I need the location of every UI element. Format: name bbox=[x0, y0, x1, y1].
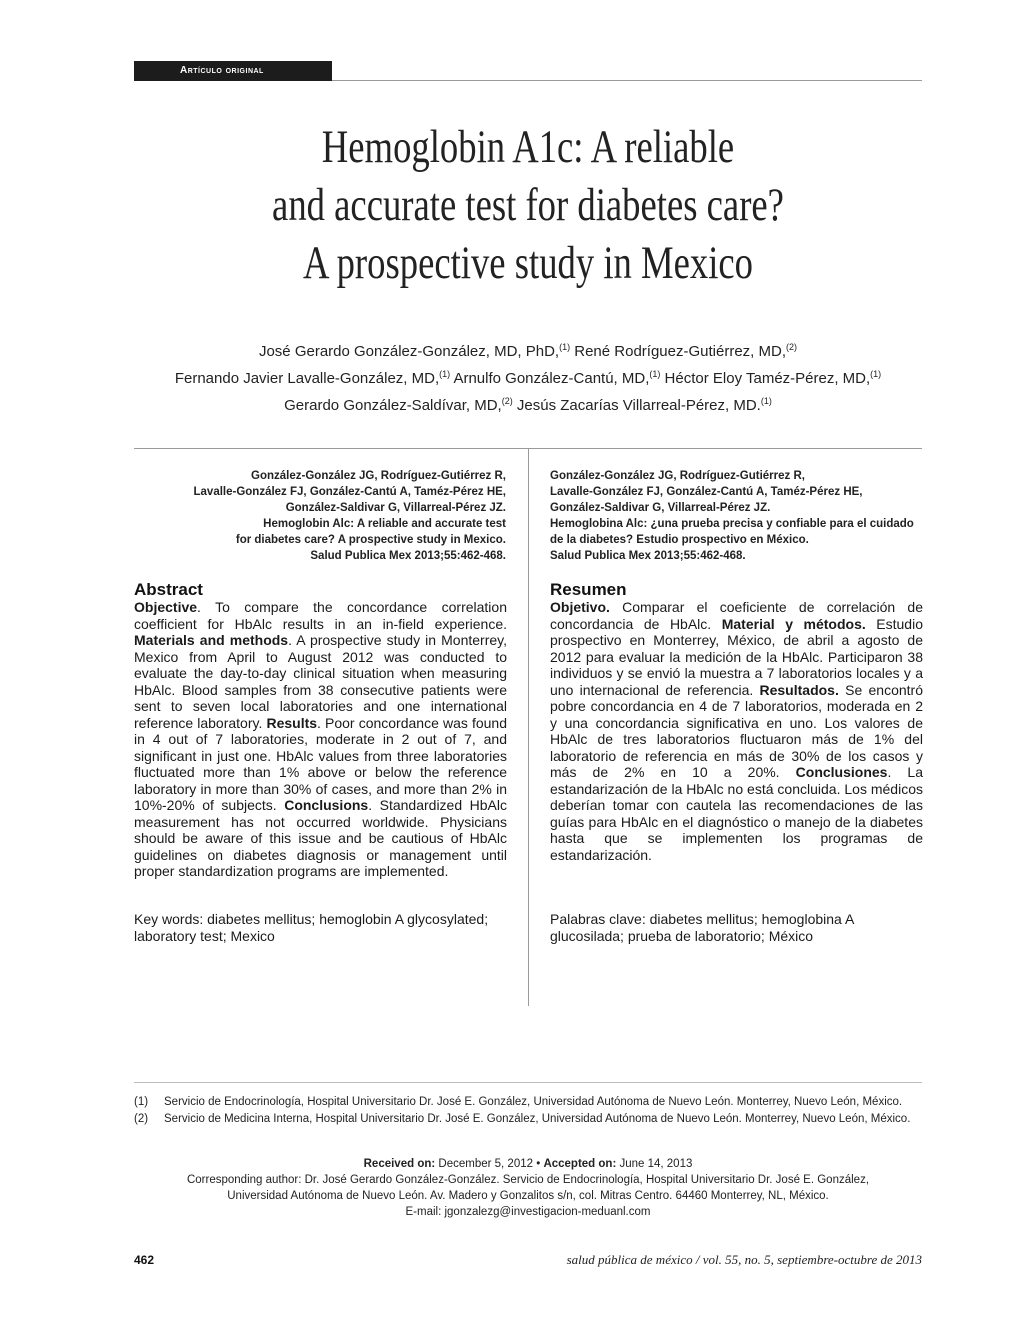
methods-label: Materials and methods bbox=[134, 632, 289, 648]
author-name: René Rodríguez-Gutiérrez, MD, bbox=[570, 343, 787, 360]
affiliation-item bbox=[134, 1111, 922, 1128]
citation-line: González-González JG, Rodríguez-Gutiérrez R, bbox=[550, 470, 805, 482]
abstract-body bbox=[134, 599, 507, 880]
author-list bbox=[134, 336, 922, 417]
methods-text: Estudio prospectivo en Monterrey, México, de abril a agosto de 2012 para evaluar la medición de la HbAlc. Participaron 38 individuos y se envió la muestra a 7 laboratorios locales y a uno internacional de referencia. bbox=[550, 615, 923, 698]
citation-line: González-Saldivar G, Villarreal-Pérez JZ. bbox=[550, 502, 771, 514]
article-title bbox=[221, 118, 836, 292]
citation-line: Lavalle-González FJ, González-Cantú A, Taméz-Pérez HE, bbox=[550, 486, 863, 498]
title-line: Hemoglobin A1c: A reliable bbox=[321, 121, 735, 173]
resumen-heading: Resumen bbox=[550, 580, 627, 599]
received-line bbox=[134, 1156, 922, 1172]
results-text: . Poor concordance was found in 4 out of 7 laboratories, moderate in 2 out of 7, and significant in just one. HbAlc values from three laboratories fluctuated more than 1% above or below the reference laboratory in more than 30% of cases, and more than 2% in 10%-20% of subjects. bbox=[134, 714, 507, 813]
affiliation-mark: (2) bbox=[501, 396, 513, 406]
results-text: Se encontró pobre concordancia en 4 de 7 laboratorios, moderada en 2 y una concordancia significativa en uno. Los valores de HbAlc de tres laboratorios fluctuaron más de 1% del laboratorio de referencia en más de 30% de los casos y más de 2% en 10 a 20%. bbox=[550, 681, 923, 780]
author-line bbox=[134, 363, 922, 390]
column-divider bbox=[528, 448, 529, 1006]
journal-reference: salud pública de méxico / vol. 55, no. 5, septiembre-octubre de 2013 bbox=[566, 1252, 922, 1267]
methods-text: . A prospective study in Monterrey, Mexico from April to August 2012 was conducted to evaluate the day-to-day clinical situation when measuring HbAlc. Blood samples from 38 consecutive patients were sent to seven local laboratories and one international reference laboratory. bbox=[134, 632, 508, 731]
citation-line: González-Saldivar G, Villarreal-Pérez JZ. bbox=[285, 502, 506, 514]
author-line bbox=[134, 390, 922, 417]
top-rule bbox=[332, 80, 922, 81]
citation-line: Lavalle-González FJ, González-Cantú A, Taméz-Pérez HE, bbox=[193, 486, 506, 498]
author-name: Héctor Eloy Taméz-Pérez, MD, bbox=[660, 370, 871, 387]
affiliation-mark: (1) bbox=[870, 369, 882, 379]
affiliation-text: Servicio de Endocrinología, Hospital Universitario Dr. José E. González, Universidad Autónoma de Nuevo León. Monterrey, Nuevo León, México. bbox=[164, 1096, 903, 1108]
accepted-date: June 14, 2013 bbox=[616, 1158, 693, 1170]
citation-spanish bbox=[550, 468, 922, 564]
author-name: Gerardo González-Saldívar, MD, bbox=[284, 397, 502, 414]
keywords-english: Key words: diabetes mellitus; hemoglobin A glycosylated; laboratory test; Mexico bbox=[134, 911, 489, 944]
conclusions-label: Conclusions bbox=[284, 797, 369, 813]
affiliation-mark: (1) bbox=[760, 396, 772, 406]
objective-label: Objetivo. bbox=[550, 599, 610, 615]
affiliation-text: Servicio de Medicina Interna, Hospital Universitario Dr. José E. González, Universidad Autónoma de Nuevo León. Monterrey, Nuevo León, México. bbox=[164, 1113, 911, 1125]
citation-line: de la diabetes? Estudio prospectivo en México. bbox=[550, 534, 809, 546]
objective-text: . To compare the concordance correlation coefficient for HbAlc results in an in-field experience. bbox=[134, 599, 507, 632]
affiliation-number: (1) bbox=[134, 1096, 149, 1108]
affiliation-rule bbox=[134, 1082, 922, 1083]
citation-line: Salud Publica Mex 2013;55:462-468. bbox=[310, 550, 506, 562]
affiliation-item bbox=[134, 1094, 922, 1111]
citation-line: for diabetes care? A prospective study in Mexico. bbox=[235, 534, 506, 546]
author-name: Jesús Zacarías Villarreal-Pérez, MD. bbox=[512, 397, 761, 414]
conclusions-text: . La estandarización de la HbAlc no está concluida. Los médicos deberían tomar con cautela las recomendaciones de las guías para HbAlc en el diagnóstico o manejo de la diabetes hasta que se implementen los programas de estandarización. bbox=[550, 764, 923, 863]
affiliation-mark: (1) bbox=[559, 342, 571, 352]
citation-line: Salud Publica Mex 2013;55:462-468. bbox=[550, 550, 746, 562]
title-line: A prospective study in Mexico bbox=[302, 237, 754, 289]
section-label: Artículo original bbox=[134, 61, 332, 81]
citation-line: González-González JG, Rodríguez-Gutiérrez R, bbox=[251, 470, 506, 482]
affiliation-mark: (1) bbox=[439, 369, 451, 379]
affiliation-mark: (1) bbox=[649, 369, 661, 379]
citation-line: Hemoglobin Alc: A reliable and accurate test bbox=[263, 518, 506, 530]
author-name: José Gerardo González-González, MD, PhD, bbox=[258, 343, 560, 360]
conclusions-text: . Standardized HbAlc measurement has not occurred worldwide. Physicians should be aware of this issue and be cautious of HbAlc guidelines on diabetes diagnosis or management until proper standardization programs are implemented. bbox=[134, 797, 507, 879]
affiliation-number: (2) bbox=[134, 1113, 149, 1125]
corresponding-author: Corresponding author: Dr. José Gerardo González-González. Servicio de Endocrinología, Hospital Universitario Dr. José E. González, bbox=[186, 1174, 870, 1186]
received-date: December 5, 2012 • bbox=[435, 1158, 544, 1170]
corresponding-address: Universidad Autónoma de Nuevo León. Av. Madero y Gonzalitos s/n, col. Mitras Centro. 64460 Monterrey, NL, México. bbox=[227, 1190, 829, 1202]
results-label: Resultados. bbox=[759, 681, 839, 698]
citation-english bbox=[134, 468, 506, 564]
email: E-mail: jgonzalezg@investigacion-meduanl.com bbox=[405, 1206, 651, 1218]
affiliation-mark: (2) bbox=[786, 342, 798, 352]
abstract-heading: Abstract bbox=[134, 580, 203, 599]
received-info bbox=[134, 1156, 922, 1220]
accepted-label: Accepted on: bbox=[543, 1158, 617, 1170]
methods-label: Material y métodos. bbox=[721, 615, 866, 632]
results-label: Results bbox=[266, 714, 318, 731]
received-label: Received on: bbox=[363, 1158, 436, 1170]
author-name: Fernando Javier Lavalle-González, MD, bbox=[174, 370, 440, 387]
author-name: Arnulfo González-Cantú, MD, bbox=[450, 370, 650, 387]
page-number: 462 bbox=[134, 1253, 155, 1267]
objective-text: Comparar el coeficiente de correlación de concordancia de HbAlc. bbox=[550, 599, 923, 632]
author-line bbox=[134, 336, 922, 363]
conclusions-label: Conclusiones bbox=[795, 764, 888, 780]
keywords-spanish: Palabras clave: diabetes mellitus; hemoglobina A glucosilada; prueba de laboratorio; México bbox=[550, 911, 854, 944]
citation-line: Hemoglobina Alc: ¿una prueba precisa y confiable para el cuidado bbox=[550, 518, 914, 530]
objective-label: Objective bbox=[134, 599, 198, 615]
resumen-body bbox=[550, 599, 923, 863]
title-line: and accurate test for diabetes care? bbox=[272, 179, 784, 231]
